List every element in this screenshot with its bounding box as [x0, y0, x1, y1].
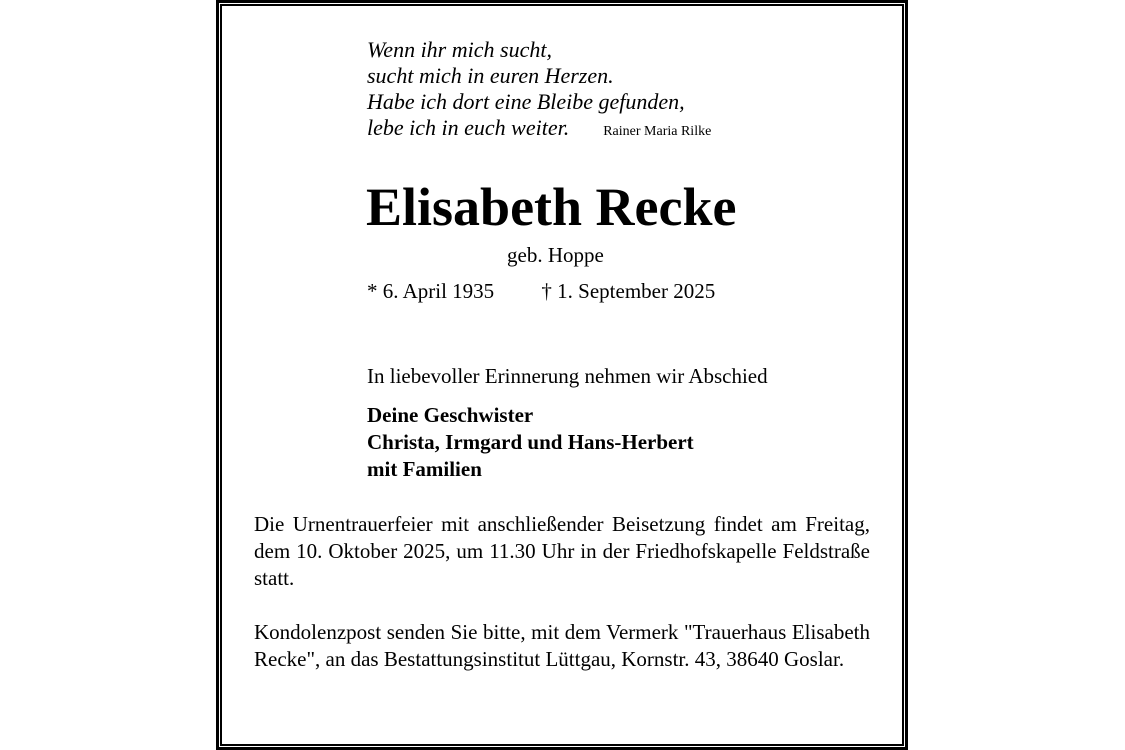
- death-date: † 1. September 2025: [541, 279, 716, 303]
- obituary-content: [223, 7, 901, 743]
- service-info: Die Urnentrauerfeier mit anschließender Beisetzung findet am Freitag, dem 10. Oktober 2025, um 11.30 Uhr in der Friedhofskapelle Feldstraße statt.: [254, 512, 870, 590]
- poem-line: sucht mich in euren Herzen.: [367, 63, 614, 88]
- birth-date: * 6. April 1935: [367, 279, 495, 303]
- deceased-name: Elisabeth Recke: [366, 177, 737, 237]
- poem-author: Rainer Maria Rilke: [603, 124, 712, 139]
- poem-line: Wenn ihr mich sucht,: [367, 37, 552, 62]
- outer-border: [216, 0, 908, 750]
- family-line: mit Familien: [367, 457, 482, 481]
- poem-line: Habe ich dort eine Bleibe gefunden,: [367, 89, 685, 114]
- maiden-name: geb. Hoppe: [507, 243, 604, 267]
- poem-line-last: [367, 115, 711, 145]
- condolence-info: Kondolenzpost senden Sie bitte, mit dem Vermerk "Trauerhaus Elisabeth Recke", an das Bestattungsinstitut Lüttgau, Kornstr. 43, 38640 Goslar.: [254, 620, 870, 671]
- poem-line-text: lebe ich in euch weiter.: [367, 115, 570, 140]
- farewell-text: In liebevoller Erinnerung nehmen wir Abschied: [367, 364, 768, 388]
- life-dates: [367, 279, 715, 304]
- family-signature: [367, 402, 694, 483]
- family-line: Deine Geschwister: [367, 403, 534, 427]
- poem-block: [367, 37, 711, 145]
- family-line: Christa, Irmgard und Hans-Herbert: [367, 430, 694, 454]
